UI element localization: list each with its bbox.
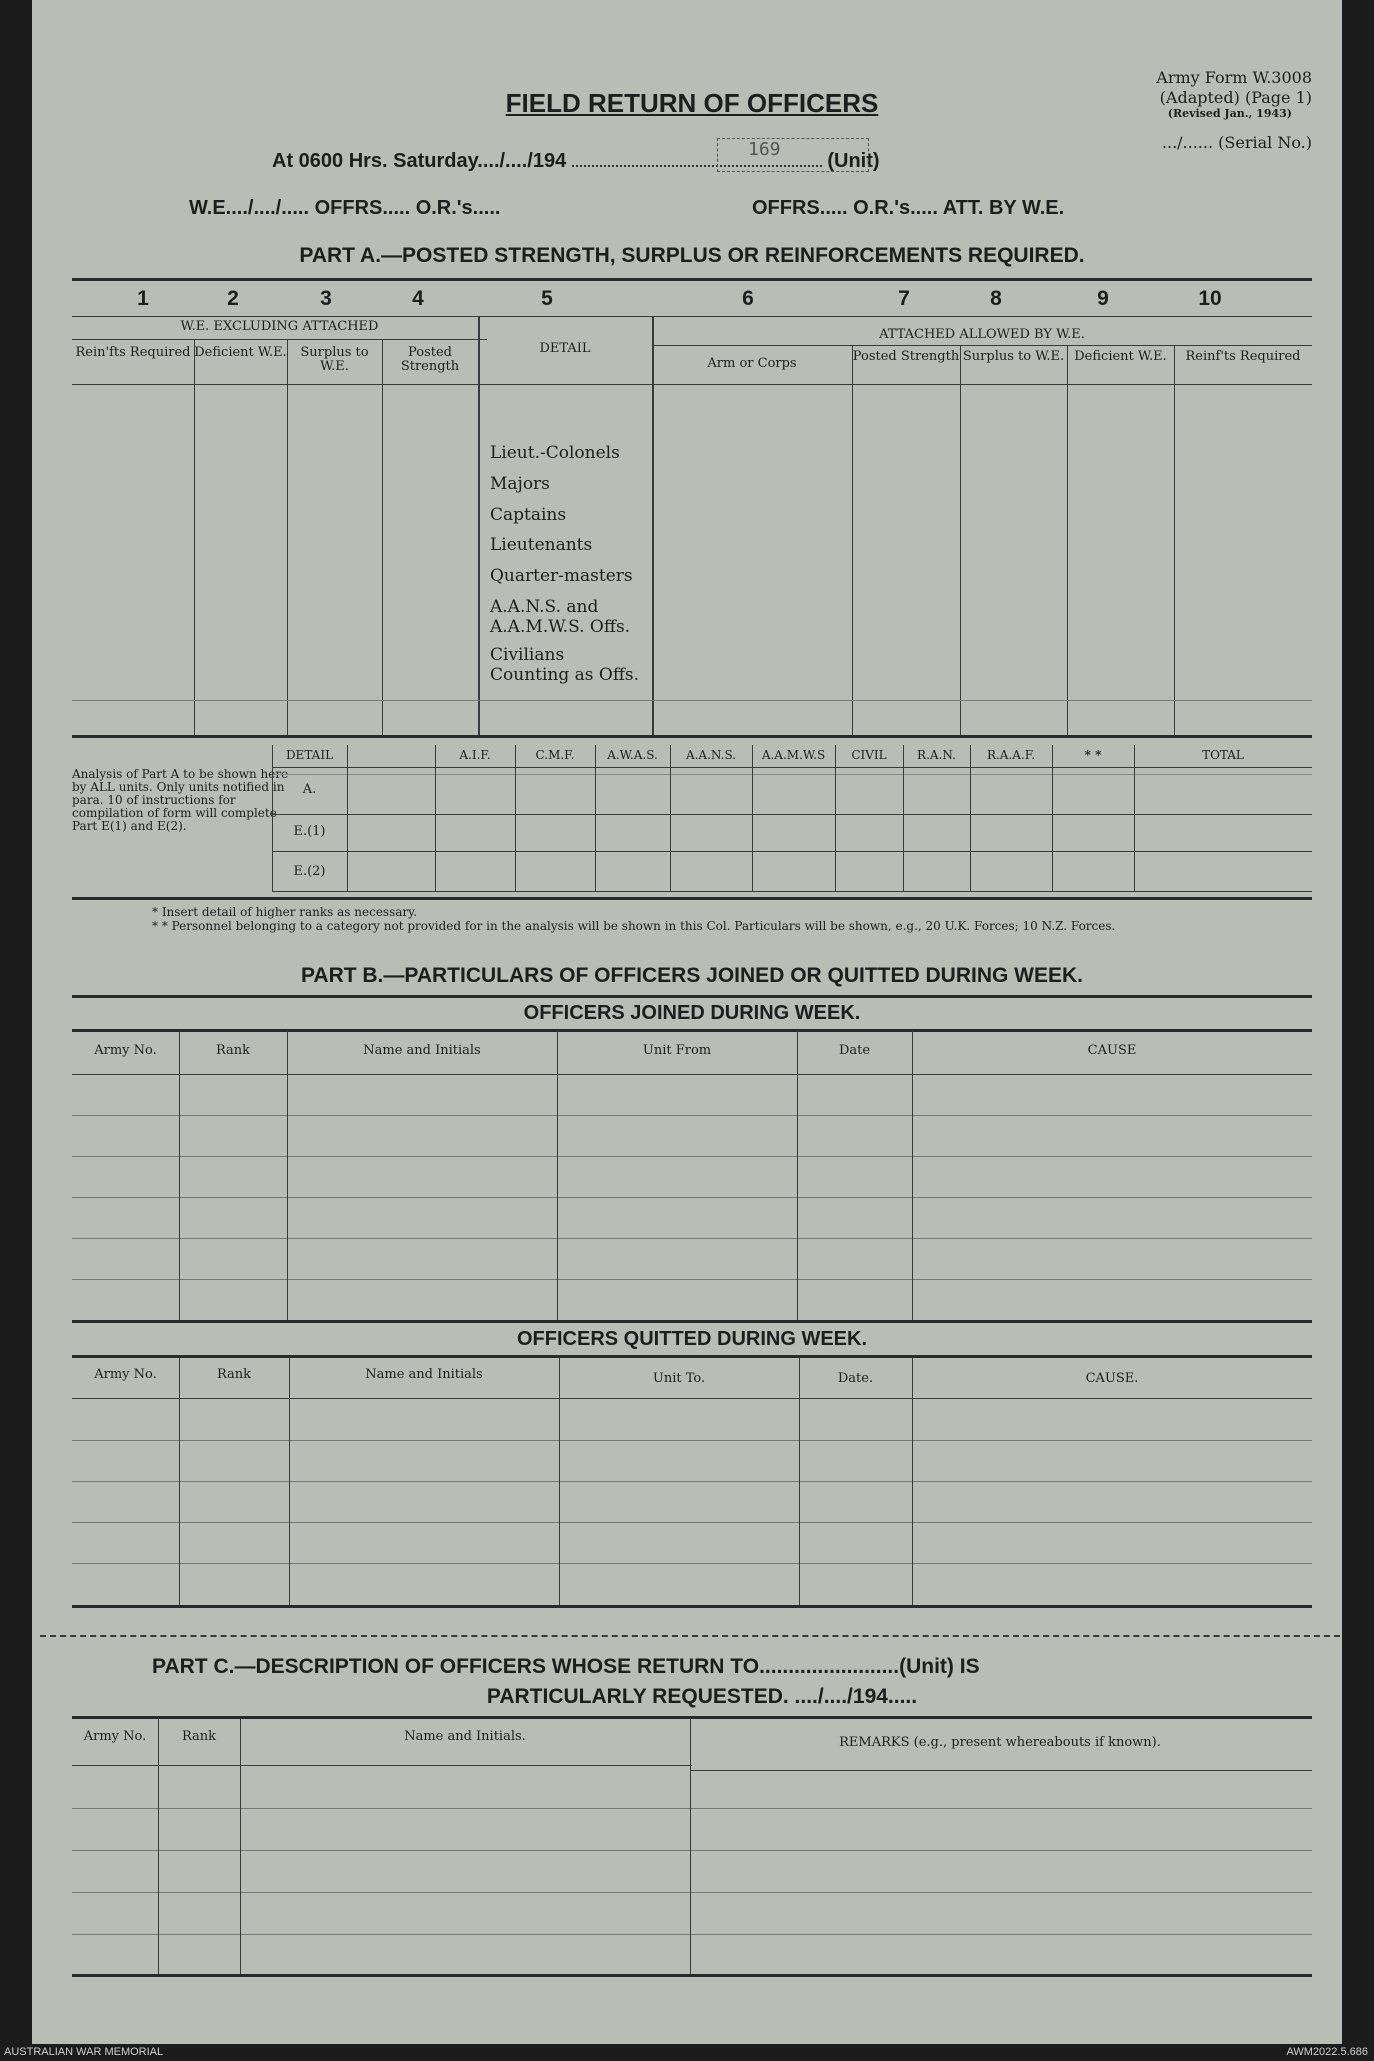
col-number-9: 9: [1097, 287, 1109, 310]
quitted-row-rule: [72, 1398, 1312, 1399]
joined-header-top-rule: [72, 1029, 1312, 1032]
rank-lieutenants: Lieutenants: [490, 535, 593, 555]
quitted-row-rule: [72, 1563, 1312, 1564]
analysis-vline: [1052, 745, 1053, 892]
quitted-header-name: Name and Initials: [365, 1367, 483, 1382]
joined-row-rule: [72, 1279, 1312, 1280]
form-revised-note: (Revised Jan., 1943): [1167, 107, 1292, 120]
unit-label: (Unit): [827, 150, 880, 172]
joined-vline: [797, 1031, 798, 1320]
joined-row-rule: [72, 1074, 1312, 1075]
quitted-header-date: Date.: [837, 1371, 874, 1386]
analysis-row-rule: [272, 851, 1312, 852]
analysis-note: Analysis of Part A to be shown here by ALL units. Only units notified in para. 10 of instructions for compilation of form will complete Part E(1) and E(2).: [72, 767, 289, 833]
analysis-header-aans: A.A.N.S.: [685, 748, 737, 762]
part-a-vline: [1067, 345, 1068, 735]
part-a-title: PART A.—POSTED STRENGTH, SURPLUS OR REINFORCEMENTS REQUIRED.: [299, 244, 1085, 267]
group-header-right: ATTACHED ALLOWED BY W.E.: [879, 327, 1085, 342]
analysis-vline: [435, 745, 436, 892]
part-b-bottom-rule: [72, 1605, 1312, 1608]
analysis-row-e2: E.(2): [293, 864, 326, 879]
perforation-line: [40, 1635, 1340, 1637]
part-a-vline: [478, 316, 480, 735]
quitted-header-army-no: Army No.: [94, 1367, 157, 1382]
part-a-number-rule: [72, 316, 1312, 317]
part-c-row-rule: [72, 1765, 692, 1766]
rank-lieut-colonels: Lieut.-Colonels: [490, 443, 620, 463]
part-a-vline: [652, 316, 654, 735]
analysis-header-detail: DETAIL: [285, 748, 334, 762]
att-line: OFFRS..... O.R.'s..... ATT. BY W.E.: [752, 197, 1065, 219]
joined-header-army-no: Army No.: [94, 1043, 157, 1058]
part-c-header-remarks: REMARKS (e.g., present whereabouts if known).: [839, 1735, 1161, 1750]
part-c-header-name: Name and Initials.: [404, 1729, 526, 1744]
analysis-vline: [595, 745, 596, 892]
unit-stamp-text: 169: [748, 139, 781, 160]
quitted-row-rule: [72, 1522, 1312, 1523]
form-adapted-note: (Adapted) (Page 1): [1159, 88, 1312, 107]
page-title: FIELD RETURN OF OFFICERS: [505, 88, 879, 118]
army-form-number: Army Form W.3008: [1156, 68, 1312, 87]
col-number-2: 2: [227, 287, 239, 310]
analysis-vline: [670, 745, 671, 892]
analysis-header-aamws: A.A.M.W.S: [761, 748, 826, 762]
analysis-vline: [835, 745, 836, 892]
part-c-header-army-no: Army No.: [83, 1729, 147, 1744]
group-header-left: W.E. EXCLUDING ATTACHED: [180, 319, 379, 334]
part-c-row-rule: [72, 1808, 1312, 1809]
analysis-vline: [903, 745, 904, 892]
analysis-row-a: A.: [302, 782, 317, 797]
header-reinf-required: Rein'fts Required: [75, 345, 191, 360]
date-line-text: At 0600 Hrs. Saturday..../..../194: [272, 150, 567, 172]
part-c-row-rule: [690, 1770, 1312, 1771]
analysis-bottom-rule: [72, 897, 1312, 900]
joined-row-rule: [72, 1238, 1312, 1239]
analysis-vline: [272, 745, 273, 892]
header-detail: DETAIL: [539, 341, 591, 356]
serial-number: .../...... (Serial No.): [1161, 133, 1312, 152]
col-number-4: 4: [412, 287, 424, 310]
footnote-2: * * Personnel belonging to a category not provided for in the analysis will be shown in this Col. Particulars will be shown, e.g., 20 U.K. Forces; 10 N.Z. Forces.: [152, 919, 1116, 933]
part-a-vline: [382, 340, 383, 735]
quitted-header-unit-to: Unit To.: [652, 1371, 706, 1386]
analysis-row-rule: [272, 891, 1312, 892]
joined-vline: [557, 1031, 558, 1320]
joined-header-name: Name and Initials: [363, 1043, 481, 1058]
group-right-rule: [652, 345, 1312, 346]
analysis-vline: [515, 745, 516, 892]
joined-title: OFFICERS JOINED DURING WEEK.: [523, 1002, 861, 1024]
form-sheet: [32, 0, 1342, 2044]
we-line: W.E..../..../..... OFFRS..... O.R.'s.....: [189, 197, 501, 219]
joined-row-rule: [72, 1156, 1312, 1157]
analysis-header-rule: [272, 767, 1312, 768]
header-surplus: Surplus to W.E.: [300, 345, 369, 374]
part-c-title-line2: PARTICULARLY REQUESTED. ..../..../194.....: [486, 1685, 918, 1708]
part-c-title-line1: PART C.—DESCRIPTION OF OFFICERS WHOSE RETURN TO........................(Unit) IS: [152, 1655, 980, 1678]
part-a-vline: [852, 345, 853, 735]
part-c-header-rank: Rank: [181, 1729, 217, 1744]
quitted-title: OFFICERS QUITTED DURING WEEK.: [517, 1328, 867, 1350]
analysis-header-civil: CIVIL: [851, 748, 887, 762]
part-c-bottom-rule: [72, 1974, 1312, 1977]
part-a-totals-rule: [72, 700, 1312, 701]
part-b-top-rule: [72, 995, 1312, 998]
part-a-header-rule: [72, 384, 1312, 385]
col-number-6: 6: [742, 287, 754, 310]
part-c-top-rule: [72, 1716, 1312, 1719]
quitted-top-rule: [72, 1320, 1312, 1323]
header-surplus-right: Surplus to W.E.: [962, 349, 1065, 364]
analysis-header-ran: R.A.N.: [917, 748, 956, 762]
part-c-row-rule: [72, 1934, 1312, 1935]
quitted-vline: [559, 1357, 560, 1605]
joined-vline: [287, 1031, 288, 1320]
joined-vline: [179, 1031, 180, 1320]
analysis-header-total: TOTAL: [1202, 748, 1244, 762]
quitted-header-top-rule: [72, 1355, 1312, 1358]
joined-header-date: Date: [838, 1043, 871, 1058]
rank-quarter-masters: Quarter-masters: [490, 566, 633, 586]
quitted-header-rank: Rank: [216, 1367, 252, 1382]
analysis-vline: [970, 745, 971, 892]
part-c-vline: [690, 1718, 691, 1974]
part-c-row-rule: [72, 1892, 1312, 1893]
part-b-title: PART B.—PARTICULARS OF OFFICERS JOINED OR QUITTED DURING WEEK.: [300, 964, 1084, 987]
analysis-vline: [347, 745, 348, 892]
col-number-10: 10: [1198, 287, 1222, 310]
footer-institution: AUSTRALIAN WAR MEMORIAL: [4, 2046, 164, 2058]
part-a-vline: [194, 340, 195, 735]
quitted-header-cause: CAUSE.: [1085, 1371, 1139, 1386]
header-arm-corps: Arm or Corps: [707, 356, 797, 371]
header-reinf-right: Reinf'ts Required: [1185, 349, 1301, 364]
analysis-row-e1: E.(1): [293, 824, 326, 839]
part-a-vline: [287, 340, 288, 735]
joined-row-rule: [72, 1197, 1312, 1198]
joined-header-rank: Rank: [215, 1043, 251, 1058]
quitted-vline: [799, 1357, 800, 1605]
rank-majors: Majors: [490, 474, 550, 494]
analysis-vline: [752, 745, 753, 892]
part-a-vline: [960, 345, 961, 735]
col-number-5: 5: [541, 287, 553, 310]
part-c-vline: [240, 1718, 241, 1974]
analysis-header-awas: A.W.A.S.: [607, 748, 658, 762]
analysis-header-cmf: C.M.F.: [535, 748, 575, 762]
unit-stamp: [717, 138, 869, 172]
part-a-vline: [1174, 345, 1175, 735]
footnote-1: * Insert detail of higher ranks as necessary.: [152, 905, 418, 919]
quitted-vline: [912, 1357, 913, 1605]
joined-header-unit-from: Unit From: [642, 1043, 712, 1058]
header-deficient-right: Deficient W.E.: [1074, 349, 1167, 364]
analysis-vline: [1134, 745, 1135, 892]
group-left-rule: [72, 339, 487, 340]
quitted-row-rule: [72, 1440, 1312, 1441]
part-a-top-rule: [72, 278, 1312, 281]
quitted-vline: [179, 1357, 180, 1605]
footer-accession: AWM2022.5.686: [1286, 2046, 1368, 2058]
quitted-row-rule: [72, 1481, 1312, 1482]
analysis-header-other: * *: [1084, 748, 1102, 762]
rank-captains: Captains: [490, 505, 567, 525]
rank-aans-aamws: A.A.N.S. and A.A.M.W.S. Offs.: [490, 597, 631, 637]
joined-header-cause: CAUSE: [1087, 1043, 1137, 1058]
part-c-vline: [158, 1718, 159, 1974]
part-c-row-rule: [72, 1850, 1312, 1851]
col-number-8: 8: [990, 287, 1002, 310]
quitted-vline: [289, 1357, 290, 1605]
part-a-bottom-rule: [72, 735, 1312, 738]
header-posted: Posted Strength: [400, 345, 460, 374]
analysis-header-raaf: R.A.A.F.: [986, 748, 1036, 762]
analysis-row-rule: [272, 814, 1312, 815]
header-posted-right: Posted Strength: [852, 349, 960, 364]
analysis-header-aif: A.I.F.: [459, 748, 491, 762]
header-deficient: Deficient W.E.: [194, 345, 287, 360]
analysis-header-rule-2: [272, 774, 1312, 775]
col-number-3: 3: [320, 287, 332, 310]
joined-row-rule: [72, 1115, 1312, 1116]
col-number-1: 1: [137, 287, 149, 310]
col-number-7: 7: [898, 287, 910, 310]
rank-civilians: Civilians Counting as Offs.: [490, 645, 640, 685]
joined-vline: [912, 1031, 913, 1320]
